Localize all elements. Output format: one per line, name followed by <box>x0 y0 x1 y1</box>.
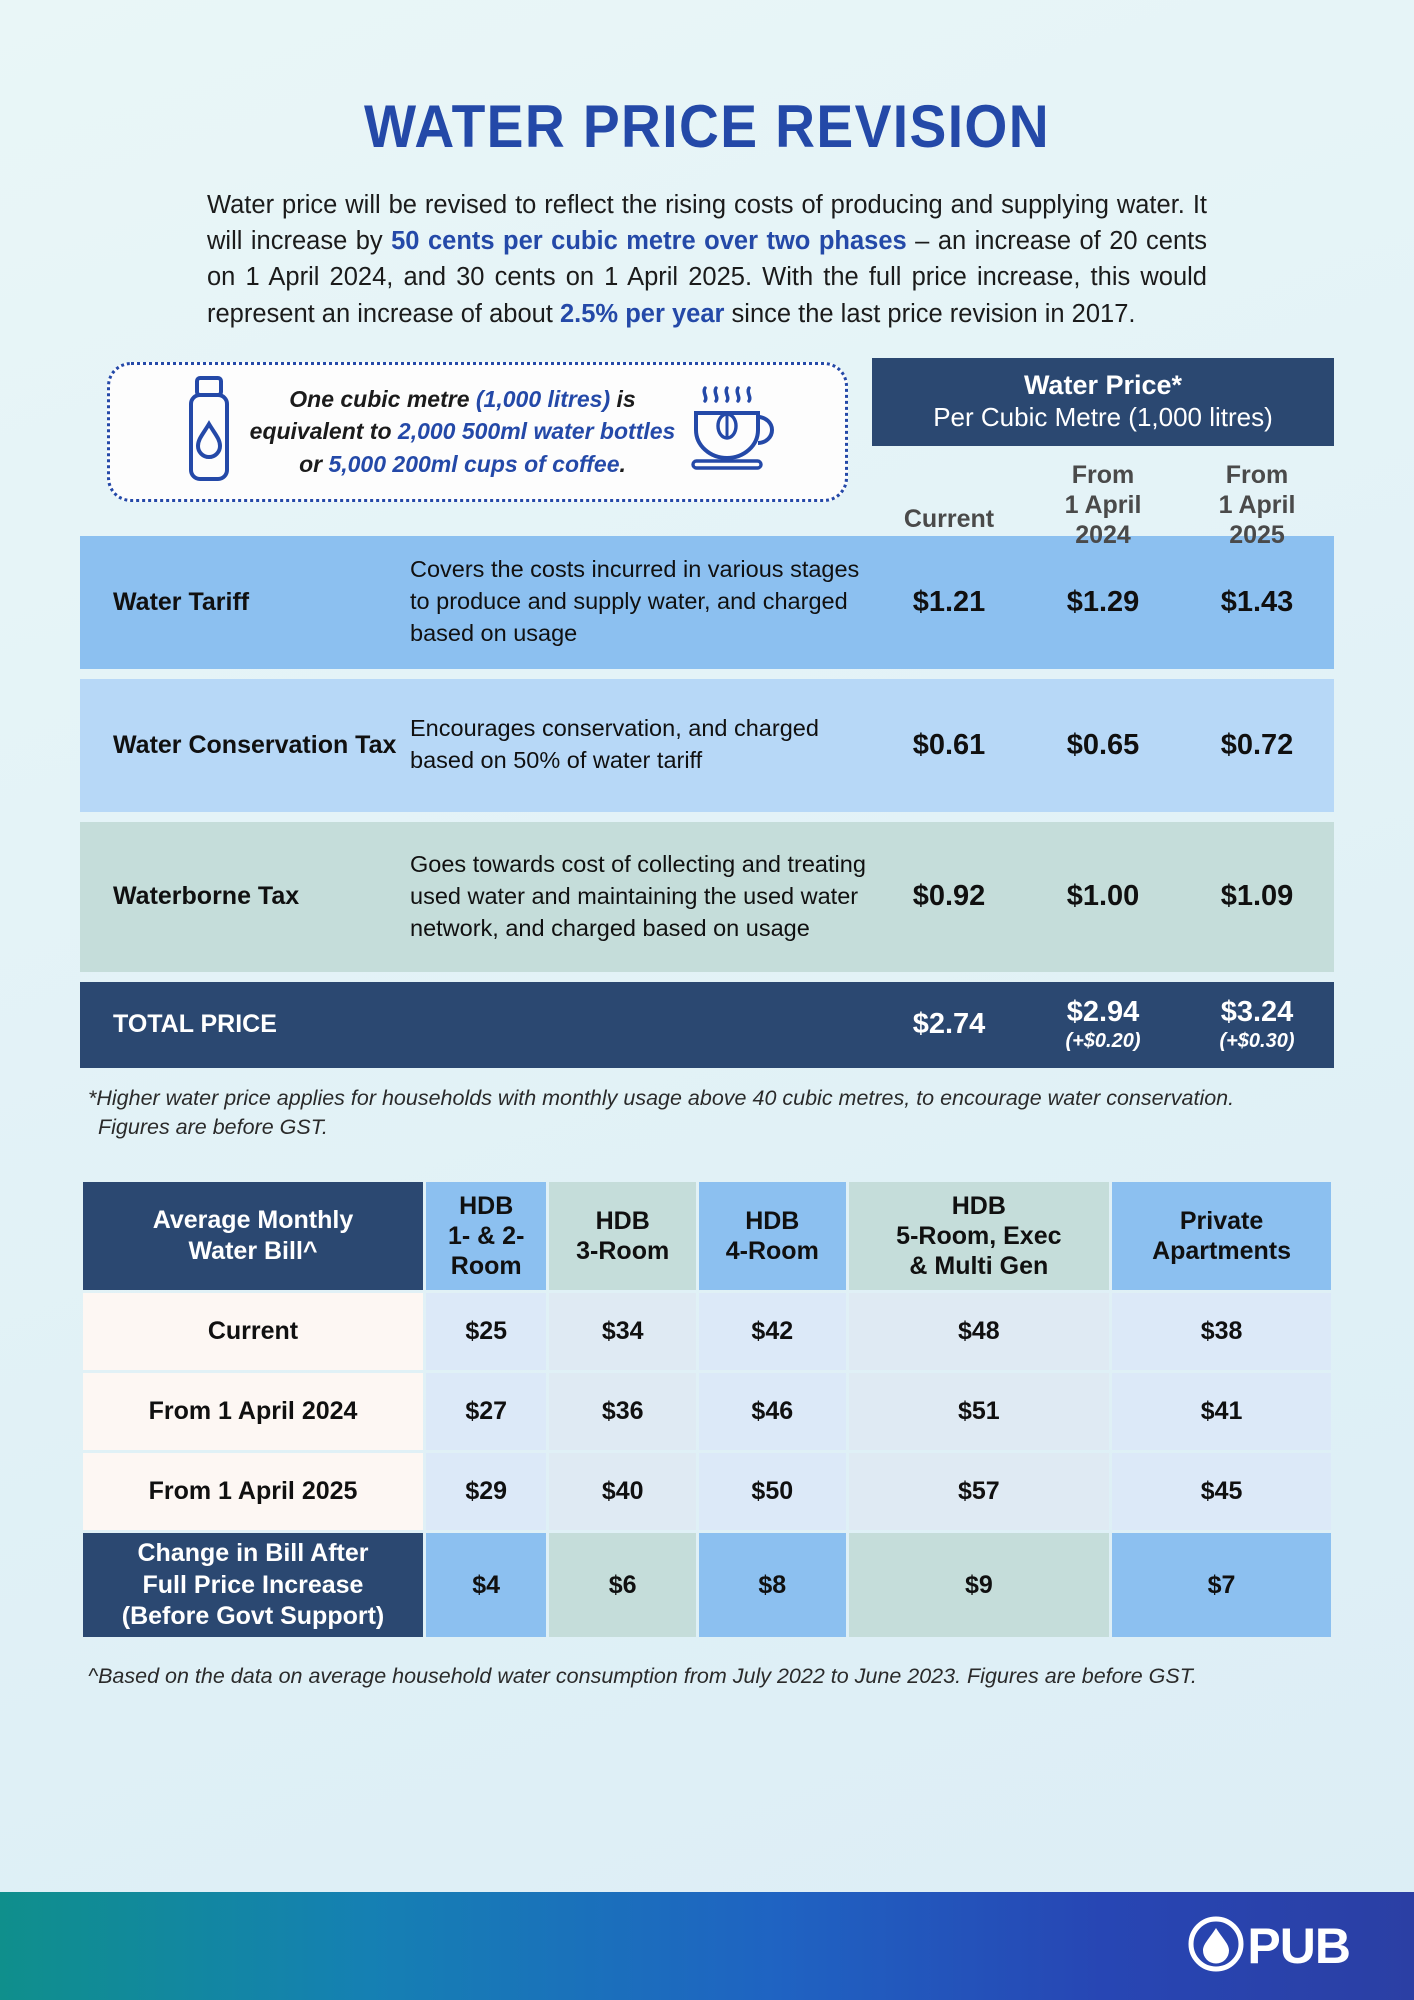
bill-cell: $36 <box>549 1373 696 1450</box>
water-price-table <box>80 536 1334 1068</box>
bill-cell: $45 <box>1112 1453 1331 1530</box>
bill-header-hdb-1-2-room: HDB 1- & 2- Room <box>426 1182 546 1290</box>
info-line-2: equivalent to 2,000 500ml water bottles <box>249 418 676 445</box>
info-line-3: or 5,000 200ml cups of coffee. <box>299 451 626 478</box>
price-header-block <box>872 358 1334 551</box>
cell-water-tariff-2024: $1.29 <box>1066 585 1140 618</box>
cell-wbt-2024: $1.00 <box>1066 880 1140 913</box>
bill-cell: $50 <box>699 1453 846 1530</box>
bill-row-label-current: Current <box>83 1293 423 1370</box>
intro-text-2: – an increase of 20 cents on 1 April 2024, and 30 cents on 1 April 2025. With the full price increase, this would represent an increase of about <box>207 227 1207 328</box>
bill-cell: $38 <box>1112 1293 1331 1370</box>
footnote-1-line-2: Figures are before GST. <box>98 1115 328 1140</box>
bill-row-label-change: Change in Bill After Full Price Increase (Before Govt Support) <box>83 1533 423 1637</box>
col-header-2024: From 1 April 2024 <box>1064 461 1142 550</box>
intro-highlight-2: 2.5% per year <box>559 299 725 328</box>
price-header-bar <box>872 358 1334 447</box>
bill-table-row-2024 <box>83 1373 1331 1450</box>
bill-change-cell: $4 <box>426 1533 546 1637</box>
pub-logo <box>1187 1915 1350 1978</box>
intro-text-3: since the last price revision in 2017. <box>724 299 1136 328</box>
bill-cell: $27 <box>426 1373 546 1450</box>
bill-cell: $46 <box>699 1373 846 1450</box>
bill-header-hdb-3-room: HDB 3-Room <box>549 1182 696 1290</box>
cell-water-tariff-2025: $1.43 <box>1220 585 1294 618</box>
bill-table-row-2025 <box>83 1453 1331 1530</box>
bill-cell: $40 <box>549 1453 696 1530</box>
table-row-total <box>80 982 1334 1068</box>
table-row <box>80 536 1334 669</box>
row-label-water-tariff: Water Tariff <box>113 587 250 616</box>
col-header-2025: From 1 April 2025 <box>1218 461 1296 550</box>
table-row <box>80 822 1334 972</box>
price-header-title: Water Price* <box>1023 369 1183 400</box>
row-desc-water-conservation-tax: Encourages conservation, and charged based on 50% of water tariff <box>410 715 819 774</box>
cell-wbt-current: $0.92 <box>912 880 986 913</box>
info-and-price-header-row <box>80 362 1334 550</box>
price-header-subtitle: Per Cubic Metre (1,000 litres) <box>933 401 1273 432</box>
price-column-headers <box>872 460 1334 550</box>
row-label-waterborne-tax: Waterborne Tax <box>113 882 300 911</box>
bill-cell: $51 <box>849 1373 1110 1450</box>
intro-text-1: Water price will be revised to reflect the rising costs of producing and supplying water. It will increase by <box>207 191 1207 256</box>
bill-cell: $41 <box>1112 1373 1331 1450</box>
bill-cell: $42 <box>699 1293 846 1370</box>
footnote-water-price <box>80 1084 1334 1143</box>
cell-total-2025: $3.24 (+$0.30) <box>1219 996 1295 1053</box>
bill-change-cell: $9 <box>849 1533 1110 1637</box>
bill-change-cell: $6 <box>549 1533 696 1637</box>
bill-table-row-change <box>83 1533 1331 1637</box>
intro-paragraph <box>207 187 1207 332</box>
bill-table-header-row <box>83 1182 1331 1290</box>
bill-cell: $25 <box>426 1293 546 1370</box>
cell-wct-current: $0.61 <box>912 728 986 761</box>
page-title: WATER PRICE REVISION <box>363 93 1050 160</box>
footnote-1-line-1: *Higher water price applies for households with monthly usage above 40 cubic metres, to encourage water conservation. <box>88 1085 1235 1110</box>
cubic-metre-info-box <box>107 362 848 502</box>
row-desc-water-tariff: Covers the costs incurred in various stages to produce and supply water, and charged based on usage <box>410 556 860 647</box>
info-line-1: One cubic metre (1,000 litres) is <box>289 385 636 412</box>
col-header-current: Current <box>903 505 995 534</box>
cell-wct-2024: $0.65 <box>1066 728 1140 761</box>
page-footer <box>0 1892 1414 2000</box>
bill-change-cell: $7 <box>1112 1533 1331 1637</box>
row-label-water-conservation-tax: Water Conservation Tax <box>113 730 397 759</box>
bill-cell: $34 <box>549 1293 696 1370</box>
table-row <box>80 679 1334 812</box>
row-desc-waterborne-tax: Goes towards cost of collecting and treating used water and maintaining the used water network, and charged based on usage <box>410 850 866 941</box>
bill-cell: $57 <box>849 1453 1110 1530</box>
cell-wct-2025: $0.72 <box>1220 728 1294 761</box>
bill-change-cell: $8 <box>699 1533 846 1637</box>
coffee-cup-icon <box>685 381 777 482</box>
average-monthly-bill-table <box>80 1179 1334 1640</box>
bill-header-hdb-4-room: HDB 4-Room <box>699 1182 846 1290</box>
cell-total-2024: $2.94 (+$0.20) <box>1065 996 1141 1053</box>
bill-header-private-apartments: Private Apartments <box>1112 1182 1331 1290</box>
bill-cell: $29 <box>426 1453 546 1530</box>
footnote-average-bill: ^Based on the data on average household water consumption from July 2022 to June 2023. Figures are before GST. <box>88 1664 1197 1689</box>
pub-droplet-logo-icon <box>1187 1915 1245 1978</box>
bill-row-label-2025: From 1 April 2025 <box>83 1453 423 1530</box>
cell-water-tariff-current: $1.21 <box>912 585 986 618</box>
cell-wbt-2025: $1.09 <box>1220 880 1294 913</box>
cell-total-current: $2.74 <box>912 1008 986 1041</box>
bill-header-hdb-5-room-exec: HDB 5-Room, Exec & Multi Gen <box>849 1182 1110 1290</box>
bill-cell: $48 <box>849 1293 1110 1370</box>
bill-table-row-current <box>83 1293 1331 1370</box>
intro-highlight-1: 50 cents per cubic metre over two phases <box>391 227 907 256</box>
row-label-total-price: TOTAL PRICE <box>113 1010 277 1039</box>
bill-row-label-2024: From 1 April 2024 <box>83 1373 423 1450</box>
water-bottle-icon <box>178 374 240 489</box>
info-box-text <box>250 383 676 481</box>
bill-table-corner-header: Average Monthly Water Bill^ <box>83 1182 423 1290</box>
pub-wordmark: PUB <box>1247 1918 1350 1974</box>
